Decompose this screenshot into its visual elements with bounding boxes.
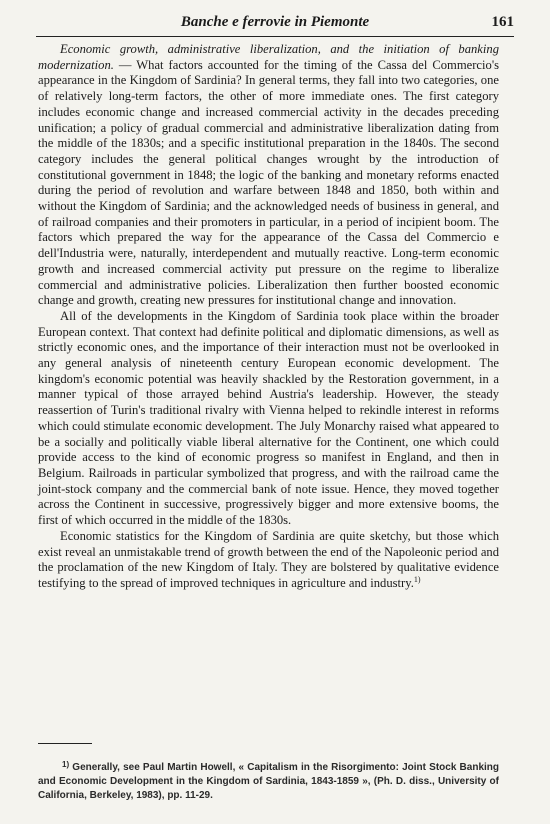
paragraph-3 — [38, 529, 499, 592]
footnote-rule — [38, 743, 92, 744]
section-run-in-heading: Economic growth, administrative liberalization, and the initiation of banking modernization. — [38, 42, 499, 72]
page-number: 161 — [491, 14, 514, 30]
footnote-reference[interactable]: 1) — [413, 574, 421, 584]
paragraph-3-text: Economic statistics for the Kingdom of Sardinia are quite sketchy, but those which exist reveal an unmistakable trend of growth between the end of the Napoleonic period and the proclamation of the new Kingdom of Italy. They are bolstered by qualitative evidence testifying to the spread of improved techniques in agriculture and industry. — [38, 528, 499, 590]
footnote-mark: 1) — [62, 760, 70, 769]
paragraph-1 — [38, 42, 499, 309]
running-title: Banche e ferrovie in Piemonte — [180, 14, 370, 30]
paragraph-2 — [38, 309, 499, 529]
paragraph-1-text: — What factors accounted for the timing of the Cassa del Commercio's appearance in the Kingdom of Sardinia? In general terms, they fall into two categories, one of relatively long-term factors, the other of more immediate ones. The first category includes economic change and increased commercial activity in the decades preceding unification; a policy of gradual commercial and administrative liberalization dating from the middle of the 1830s; and a specific institutional preparation in the 1840s. The second category includes the general political changes wrought by the introduction of constitutional government in 1848; the logic of the banking and monetary reforms enacted during the period of revolution and warfare between 1848 and 1850, both within and without the Kingdom of Sardinia; and the acknowledged needs of business in general, and of railroad companies and their promoters in particular, in a period of incipient boom. The factors which prepared the way for the appearance of the Cassa del Commercio e dell'Industria were, naturally, interdependent and mutually reactive. Long-term economic growth and increased commercial activity put pressure on the regime to liberalize commercial and administrative policies. Liberalization then further boosted economic change and growth, creating new pressures for institutional change and innovation. — [38, 57, 499, 308]
paragraph-2-text: All of the developments in the Kingdom of Sardinia took place within the broader European context. That context had definite political and diplomatic dimensions, as well as strictly economic ones, and the importance of their interaction must not be overlooked in any general analysis of nineteenth century European economic development. The kingdom's economic potential was heavily shackled by the Restoration government, in a manner typical of those arrayed behind Austria's leadership. However, the steady reassertion of Turin's traditional rivalry with Vienna helped to rekindle interest in reforms which could stimulate economic development. The July Monarchy raised what appeared to be a socially and politically viable liberal alternative for the Continent, one which could provide access to the kind of economic progress so manifest in England, and then in Belgium. Railroads in particular symbolized that progress, and with the railroad came the joint-stock company and the commercial bank of note issue. Hence, they moved together across the Continent in successive, progressively bigger and more extensive booms, the first of which occurred in the middle of the 1830s. — [38, 308, 499, 528]
footnote-text: Generally, see Paul Martin Howell, « Capitalism in the Risorgimento: Joint Stock Banking and Economic Development in the Kingdom of Sardinia, 1843-1859 », (Ph. D. diss., University of California, Berkeley, 1983), pp. 11-29. — [38, 762, 499, 801]
footnote — [38, 758, 499, 803]
body-text — [38, 42, 499, 592]
running-header — [36, 10, 514, 37]
